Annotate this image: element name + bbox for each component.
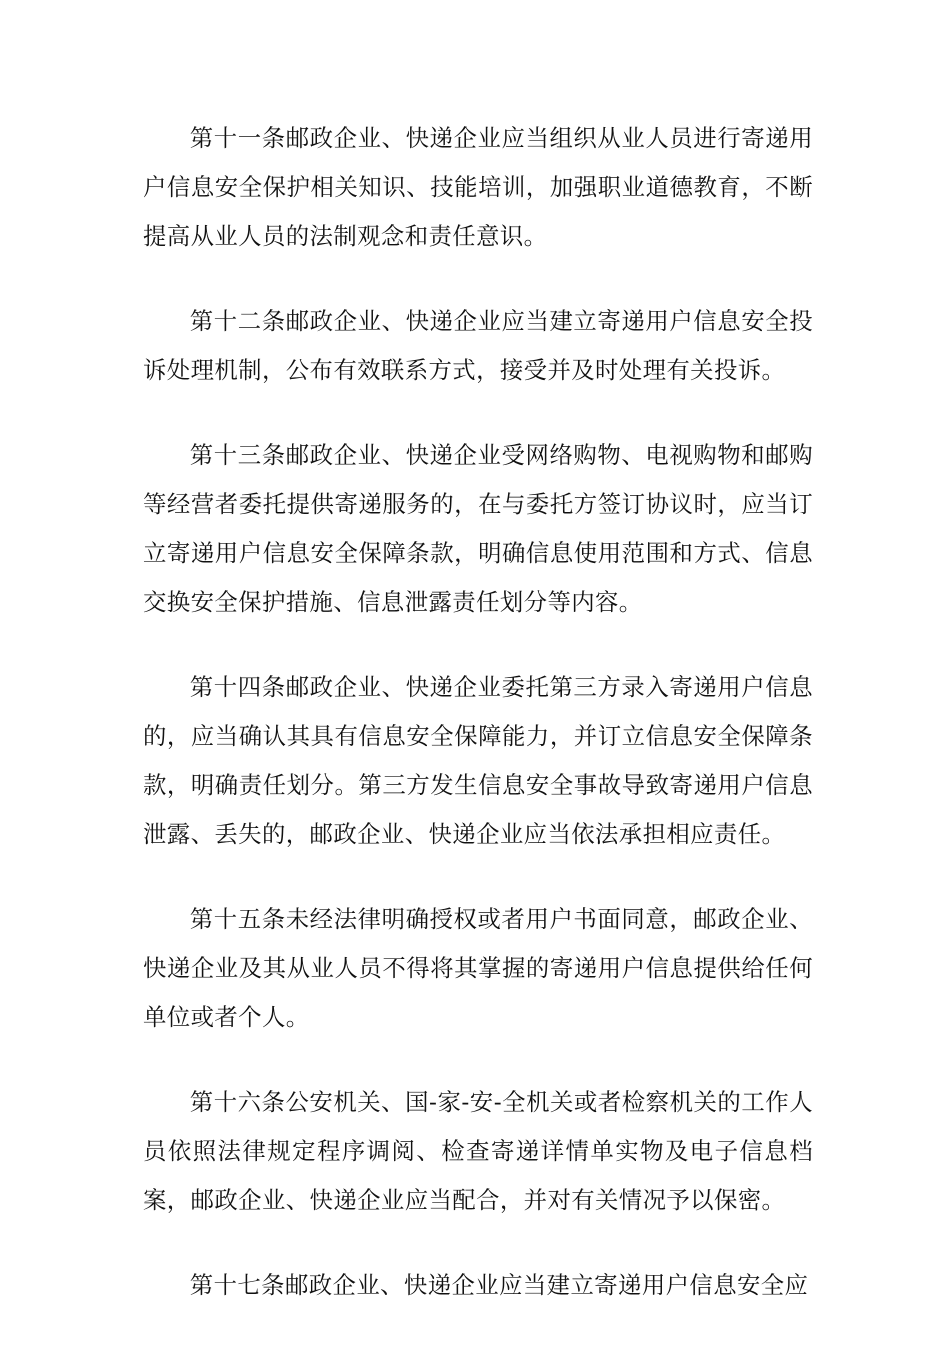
article-16-paragraph: 第十六条公安机关、国-家-安-全机关或者检察机关的工作人员依照法律规定程序调阅、检查寄递详情单实物及电子信息档案，邮政企业、快递企业应当配合，并对有关情况予以保密。 (143, 1088, 813, 1214)
article-14-paragraph: 第十四条邮政企业、快递企业委托第三方录入寄递用户信息的，应当确认其具有信息安全保障能力，并订立信息安全保障条款，明确责任划分。第三方发生信息安全事故导致寄递用户信息泄露、丢失的，邮政企业、快递企业应当依法承担相应责任。 (143, 673, 813, 848)
document-body (143, 114, 813, 1346)
article-11-paragraph: 第十一条邮政企业、快递企业应当组织从业人员进行寄递用户信息安全保护相关知识、技能培训，加强职业道德教育，不断提高从业人员的法制观念和责任意识。 (143, 124, 813, 250)
article-13-paragraph: 第十三条邮政企业、快递企业受网络购物、电视购物和邮购等经营者委托提供寄递服务的，在与委托方签订协议时，应当订立寄递用户信息安全保障条款，明确信息使用范围和方式、信息交换安全保护措施、信息泄露责任划分等内容。 (143, 441, 813, 616)
article-15-paragraph: 第十五条未经法律明确授权或者用户书面同意，邮政企业、快递企业及其从业人员不得将其掌握的寄递用户信息提供给任何单位或者个人。 (143, 905, 813, 1031)
article-17-paragraph: 第十七条邮政企业、快递企业应当建立寄递用户信息安全应 (189, 1271, 809, 1299)
article-12-paragraph: 第十二条邮政企业、快递企业应当建立寄递用户信息安全投诉处理机制，公布有效联系方式，接受并及时处理有关投诉。 (143, 307, 813, 384)
